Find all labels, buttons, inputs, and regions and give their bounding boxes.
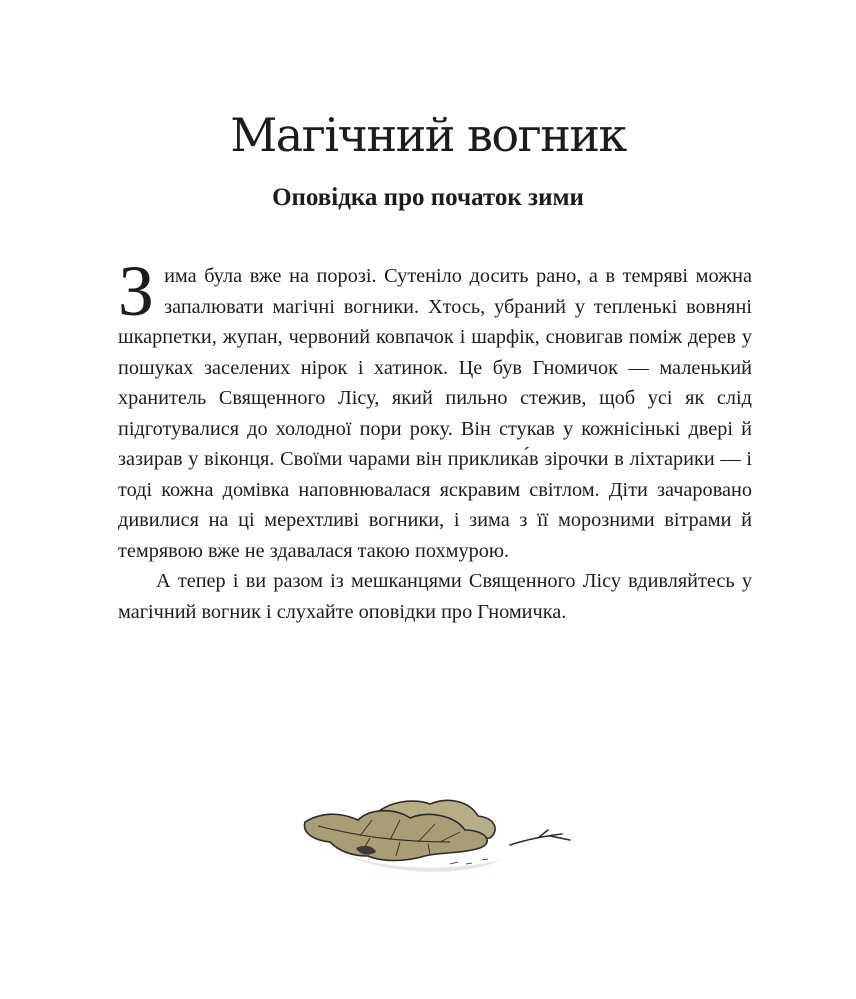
drop-cap: З: [118, 251, 155, 331]
page-subtitle: Оповідка про початок зими: [272, 184, 584, 211]
leaf-illustration-icon: [300, 790, 580, 880]
paragraph-1-text: има була вже на порозі. Сутеніло досить рано, а в темряві можна запалювати магічні вогники. Хтось, убраний у тепленькі вовняні шкарпетки, жупан, червоний ковпачок і шарфік, сновигав поміж дерев у пошуках заселених нірок і хатинок. Це був Гномичок — маленький хранитель Священного Лісу, який пильно стежив, щоб усі як слід підготувалися до холодної пори року. Він стукав у кожнісінькі двері й зазирав у віконця. Своїми чарами він приклика́в зірочки в ліхтарики — і тоді кожна домівка наповнювалася яскравим світлом. Діти зачаровано дивилися на ці мерехтливі вогники, і зима з її морозними вітрами й темрявою вже не здавалася такою похмурою.: [118, 265, 752, 562]
story-text: [118, 251, 752, 627]
paragraph-1: [118, 251, 752, 566]
page-title: Магічний вогник: [230, 108, 626, 162]
paragraph-2: А тепер і ви разом із мешканцями Священного Лісу вдивляйтесь у магічний вогник і слухайте оповідки про Гномичка.: [118, 570, 752, 623]
